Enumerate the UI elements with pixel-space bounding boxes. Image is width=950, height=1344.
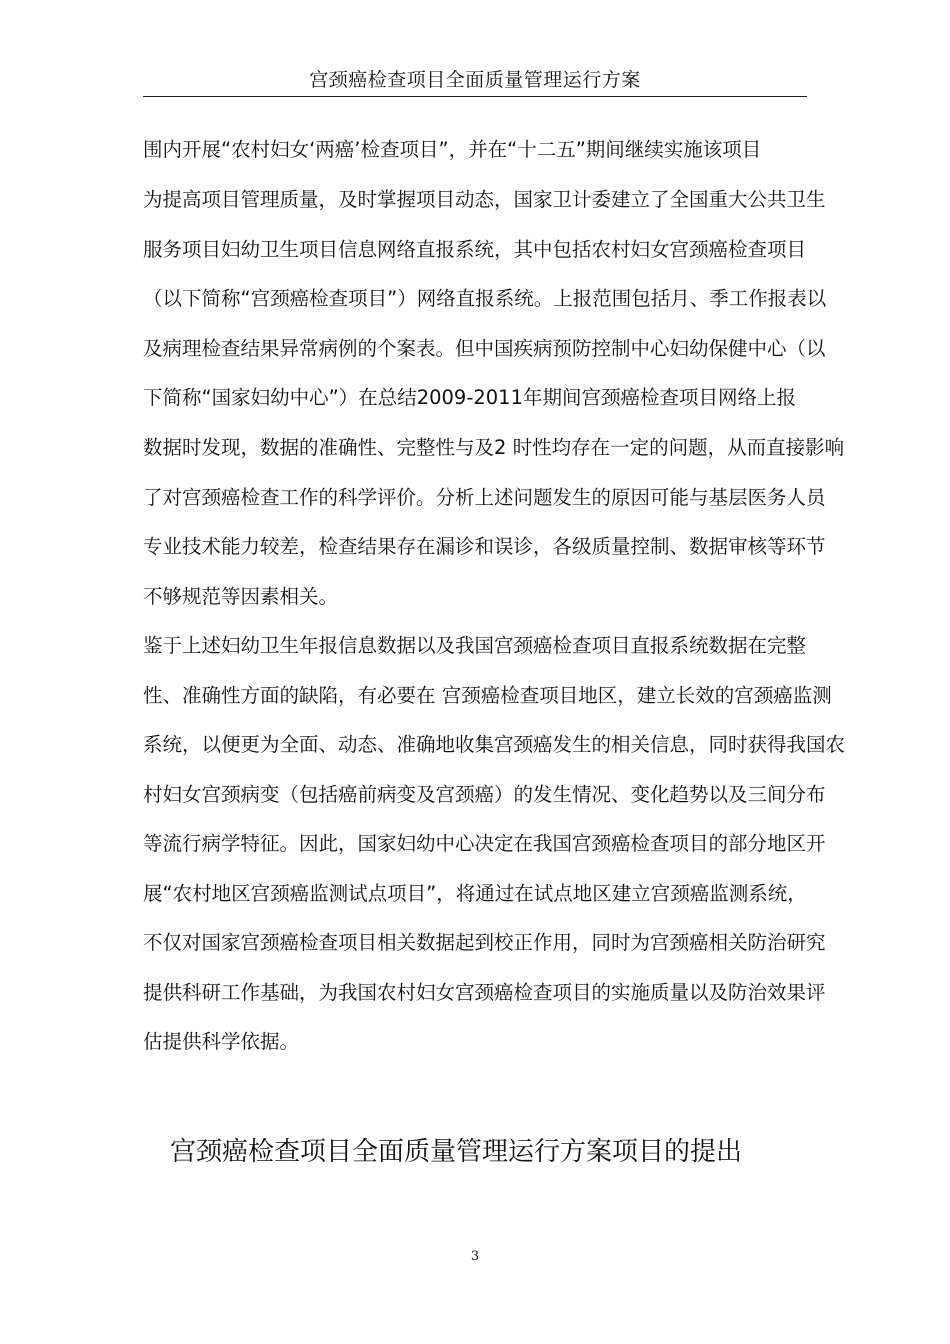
text-line: 围内开展“农村妇女‘两癌’检查项目”，并在“十二五”期间继续实施该项目 — [143, 138, 762, 161]
text-line: 数据时发现，数据的准确性、完整性与及2 时性均存在一定的问题，从而直接影响 — [143, 436, 845, 459]
text-line: 了对宫颈癌检查工作的科学评价。分析上述问题发生的原因可能与基层医务人员 — [143, 486, 826, 509]
header-rule — [143, 96, 807, 97]
text-line: 不仅对国家宫颈癌检查项目相关数据起到校正作用，同时为宫颈癌相关防治研究 — [143, 931, 826, 954]
text-line: 村妇女宫颈病变（包括癌前病变及宫颈癌）的发生情况、变化趋势以及三间分布 — [143, 783, 826, 806]
section-heading: 宫颈癌检查项目全面质量管理运行方案项目的提出 — [170, 1137, 743, 1167]
text-line: 性、准确性方面的缺陷，有必要在 宫颈癌检查项目地区，建立长效的宫颈癌监测 — [143, 684, 832, 707]
text-line: 为提高项目管理质量，及时掌握项目动态，国家卫计委建立了全国重大公共卫生 — [143, 188, 826, 211]
text-line: 专业技术能力较差，检查结果存在漏诊和误诊，各级质量控制、数据审核等环节 — [143, 535, 826, 558]
text-line: 下简称“国家妇幼中心”）在总结2009-2011年期间宫颈癌检查项目网络上报 — [143, 386, 796, 409]
text-line: （以下简称“宫颈癌检查项目”）网络直报系统。上报范围包括月、季工作报表以 — [143, 287, 827, 310]
text-line: 系统，以便更为全面、动态、准确地收集宫颈癌发生的相关信息，同时获得我国农 — [143, 733, 846, 756]
text-line: 不够规范等因素相关。 — [143, 585, 339, 608]
text-line: 提供科研工作基础，为我国农村妇女宫颈癌检查项目的实施质量以及防治效果评 — [143, 981, 826, 1004]
text-line: 展“农村地区宫颈癌监测试点项目”，将通过在试点地区建立宫颈癌监测系统， — [143, 882, 807, 905]
text-line: 及病理检查结果异常病例的个案表。但中国疾病预防控制中心妇幼保健中心（以 — [143, 337, 826, 360]
page-number: 3 — [470, 1249, 480, 1264]
text-line: 鉴于上述妇幼卫生年报信息数据以及我国宫颈癌检查项目直报系统数据在完整 — [143, 634, 807, 657]
text-line: 服务项目妇幼卫生项目信息网络直报系统，其中包括农村妇女宫颈癌检查项目 — [143, 238, 807, 261]
text-line: 估提供科学依据。 — [143, 1030, 300, 1053]
text-line: 等流行病学特征。因此，国家妇幼中心决定在我国宫颈癌检查项目的部分地区开 — [143, 832, 826, 855]
header-title: 宫颈癌检查项目全面质量管理运行方案 — [309, 69, 641, 91]
